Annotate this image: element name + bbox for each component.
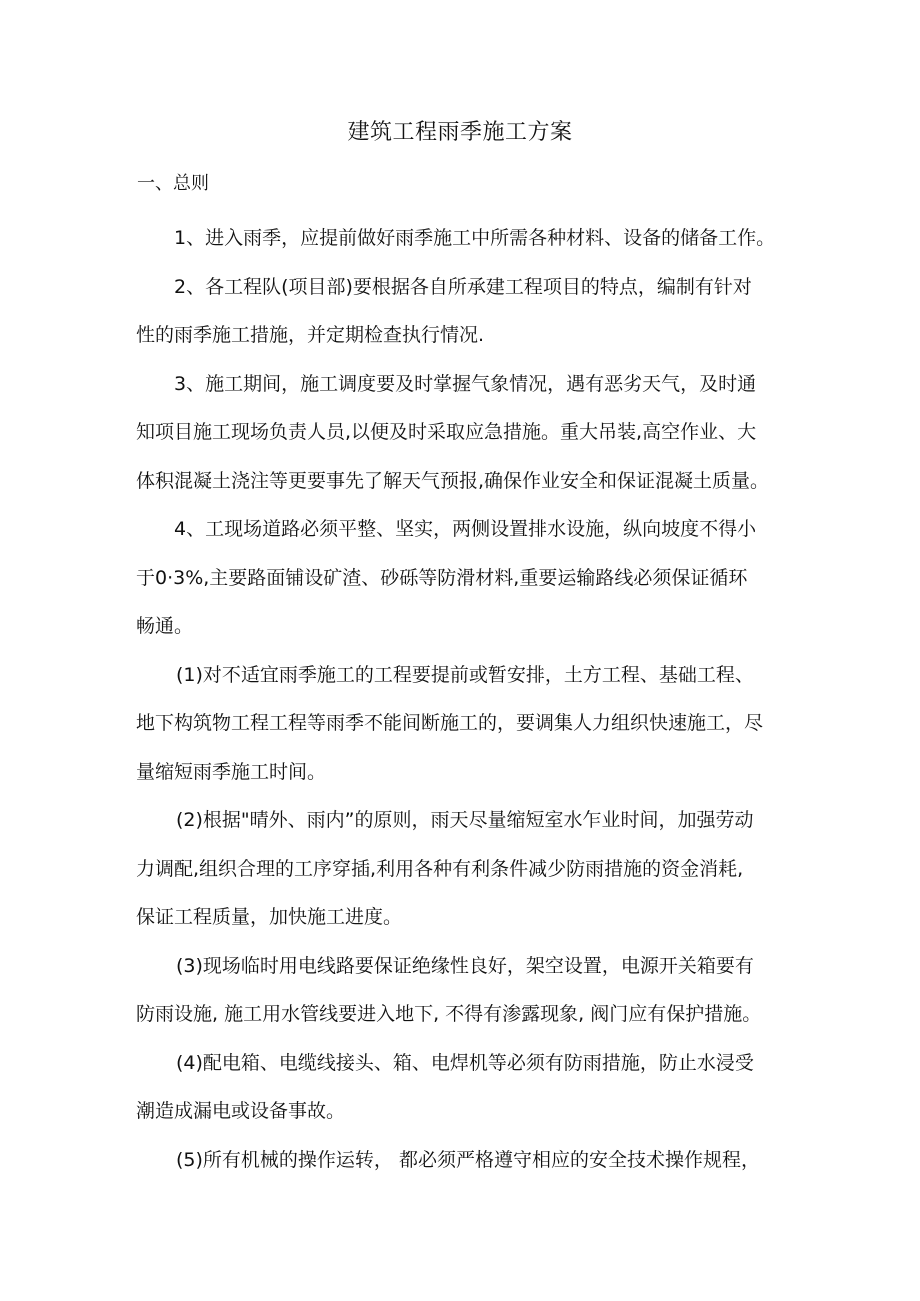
paragraph-line: 性的雨季施工措施，并定期检查执行情况.	[136, 324, 485, 346]
paragraph-item-5	[136, 1136, 796, 1185]
paragraph-line: (2)根据"晴外、雨内”的原则，雨天尽量缩短室水乍业时间，加强劳动	[176, 809, 754, 831]
paragraph-item-4	[136, 1039, 796, 1136]
paragraph-line: 潮造成漏电或设备事故。	[136, 1100, 346, 1122]
paragraph-line: 畅通。	[136, 615, 194, 637]
paragraph-line: 地下构筑物工程工程等雨季不能间断施工的，要调集人力组织快速施工，尽	[136, 712, 764, 734]
paragraph-3	[136, 360, 796, 506]
paragraph-line: 2、各工程队(项目部)要根据各自所承建工程项目的特点，编制有针对	[174, 275, 752, 298]
paragraph-line: 量缩短雨季施工时间。	[136, 760, 327, 783]
document-body	[136, 214, 796, 1184]
paragraph-line: 4、工现场道路必须平整、坚实，两侧设置排水设施，纵向坡度不得小	[174, 518, 757, 540]
paragraph-2	[136, 263, 796, 360]
paragraph-line: 3、施工期间，施工调度要及时掌握气象情况，遇有恶劣天气，及时通	[174, 372, 757, 395]
paragraph-line: 防雨设施, 施工用水管线要进入地下, 不得有渗露现象, 阀门应有保护措施。	[136, 1003, 762, 1025]
section-heading: 一、总则	[137, 173, 209, 194]
paragraph-line: 于0·3%,主要路面铺设矿渣、砂砾等防滑材料,重要运输路线必须保证循环	[136, 566, 748, 589]
paragraph-item-3	[136, 942, 796, 1039]
paragraph-line: (3)现场临时用电线路要保证绝缘性良好，架空设置，电源开关箱要有	[176, 954, 754, 977]
paragraph-item-1	[136, 651, 796, 797]
paragraph-4	[136, 505, 796, 651]
paragraph-item-2	[136, 796, 796, 942]
paragraph-line: 体积混凝土浇注等更要事先了解天气预报,确保作业安全和保证混凝土质量。	[136, 469, 770, 492]
paragraph-line: (1)对不适宜雨季施工的工程要提前或暂安排，土方工程、基础工程、	[176, 663, 754, 686]
paragraph-line: (4)配电箱、电缆线接头、箱、电焊机等必须有防雨措施，防止水浸受	[176, 1051, 754, 1074]
paragraph-line: 保证工程质量，加快施工进度。	[136, 906, 403, 928]
paragraph-line: 力调配,组织合理的工序穿插,利用各种有利条件减少防雨措施的资金消耗,	[136, 857, 744, 880]
paragraph-line: (5)所有机械的操作运转， 都必须严格遵守相应的安全技术操作规程，	[176, 1148, 760, 1171]
paragraph-1	[136, 214, 796, 263]
paragraph-line: 知项目施工现场负责人员,以便及时采取应急措施。重大吊装,高空作业、大	[136, 421, 757, 443]
document-title: 建筑工程雨季施工方案	[347, 120, 573, 145]
paragraph-line: 1、进入雨季，应提前做好雨季施工中所需各种材料、设备的储备工作。	[174, 227, 776, 249]
